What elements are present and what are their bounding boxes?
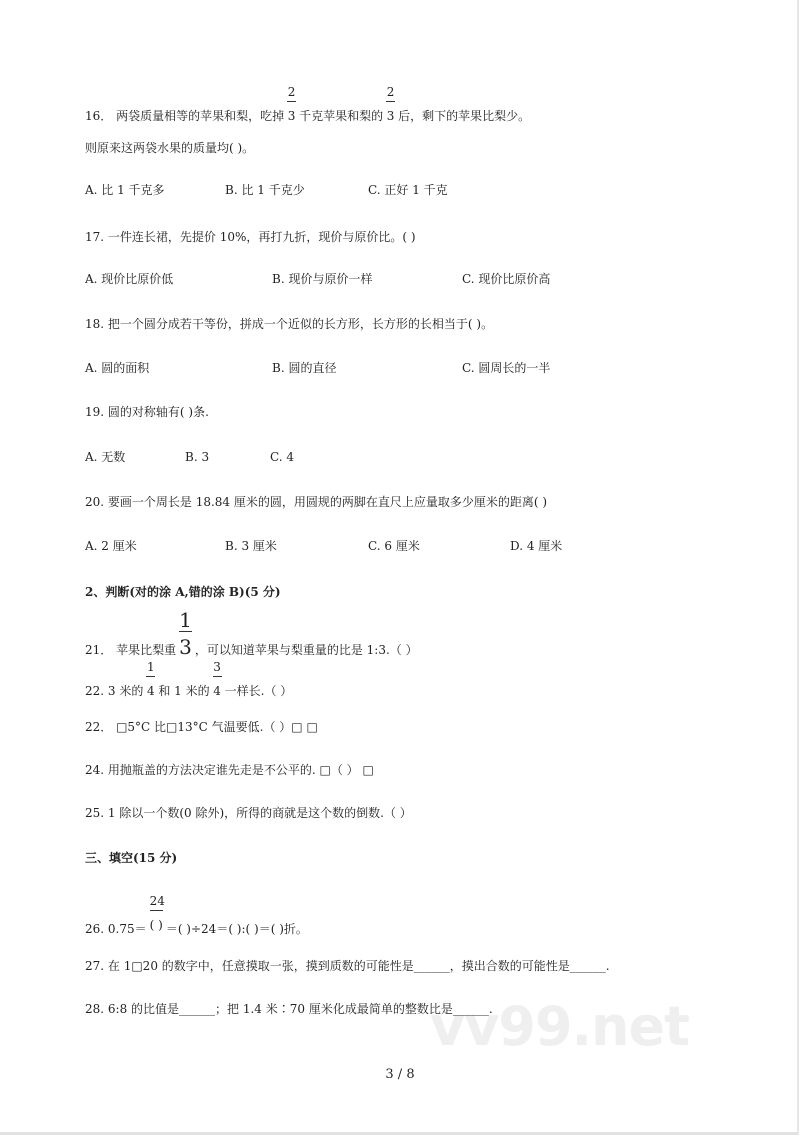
option-b: B. 3	[185, 450, 210, 464]
denominator: 4	[147, 684, 155, 698]
question-27: 27. 在 1□20 的数字中，任意摸取一张，摸到质数的可能性是______，摸出合数的可能性是______.	[85, 959, 610, 973]
q22-text-3: 一样长.（ ）	[224, 684, 293, 698]
question-28: 28. 6:8 的比值是______；把 1.4 米∶70 厘米化成最简单的整数比是______.	[85, 1002, 493, 1016]
question-22b: 22． □5°C 比□13°C 气温要低.（ ）□ □	[85, 720, 318, 734]
q26-text-1: 26. 0.75＝	[85, 922, 147, 936]
q16-line2: 则原来这两袋水果的质量均( )。	[85, 141, 255, 155]
option-c: C. 圆周长的一半	[462, 361, 551, 375]
q21-text-2: ，可以知道苹果与梨重量的比是 1:3.（ ）	[194, 643, 418, 657]
numerator: 2	[386, 85, 395, 102]
question-18: 18. 把一个圆分成若干等份，拼成一个近似的长方形，长方形的长相当于( )。	[85, 317, 494, 331]
option-b: B. 圆的直径	[272, 361, 337, 375]
denominator: 3	[287, 109, 296, 123]
question-24: 24. 用抛瓶盖的方法决定谁先走是不公平的. □（ ） □	[85, 763, 374, 777]
question-22	[85, 660, 757, 700]
q22-text-1: 22. 3 米的	[85, 684, 144, 698]
q22-text-2: 和 1 米的	[158, 684, 210, 698]
option-a: A. 比 1 千克多	[85, 183, 165, 197]
question-19: 19. 圆的对称轴有( )条.	[85, 405, 209, 419]
option-b: B. 3 厘米	[225, 539, 277, 553]
numerator: 2	[287, 85, 296, 102]
question-17: 17. 一件连长裙，先提价 10%，再打九折，现价与原价比。( )	[85, 230, 416, 244]
option-a: A. 无数	[85, 450, 126, 464]
denominator: ( )	[149, 918, 163, 932]
q16-text-1: 16． 两袋质量相等的苹果和梨，吃掉	[85, 109, 285, 123]
numerator: 1	[146, 660, 155, 677]
option-c: C. 现价比原价高	[462, 272, 551, 286]
option-b: B. 现价与原价一样	[272, 272, 373, 286]
question-26	[85, 894, 757, 938]
numerator: 24	[150, 894, 163, 911]
option-a: A. 现价比原价低	[85, 272, 174, 286]
section-heading-3: 三、填空(15 分)	[85, 851, 178, 865]
option-a: A. 2 厘米	[85, 539, 137, 553]
option-c: C. 6 厘米	[368, 539, 420, 553]
q21-text-1: 21． 苹果比梨重	[85, 643, 177, 657]
question-16	[85, 85, 757, 125]
q16-text-3: 后，剩下的苹果比梨少。	[398, 109, 531, 123]
fraction	[179, 608, 192, 659]
question-21	[85, 608, 757, 659]
numerator: 1	[179, 608, 192, 632]
option-b: B. 比 1 千克少	[225, 183, 305, 197]
page-number: 3 / 8	[385, 1067, 415, 1082]
q16-text-2: 千克苹果和梨的	[299, 109, 384, 123]
fraction	[287, 85, 296, 125]
fraction	[146, 660, 155, 700]
option-c: C. 正好 1 千克	[368, 183, 448, 197]
denominator: 4	[213, 684, 221, 698]
question-20: 20. 要画一个周长是 18.84 厘米的圆，用圆规的两脚在直尺上应量取多少厘米的距离( )	[85, 495, 548, 509]
denominator: 3	[179, 635, 192, 659]
fraction	[386, 85, 395, 125]
denominator: 3	[386, 109, 395, 123]
fraction	[213, 660, 222, 700]
numerator: 3	[213, 660, 222, 677]
q26-text-2: ＝( )÷24＝( ):( )＝( )折。	[165, 922, 308, 936]
option-c: C. 4	[270, 450, 295, 464]
question-25: 25. 1 除以一个数(0 除外)，所得的商就是这个数的倒数.（ ）	[85, 806, 412, 820]
option-a: A. 圆的面积	[85, 361, 150, 375]
section-heading-2: 2、判断(对的涂 A,错的涂 B)(5 分)	[85, 585, 281, 599]
watermark: vv99.net	[430, 995, 689, 1058]
fraction	[149, 894, 165, 934]
option-d: D. 4 厘米	[510, 539, 563, 553]
